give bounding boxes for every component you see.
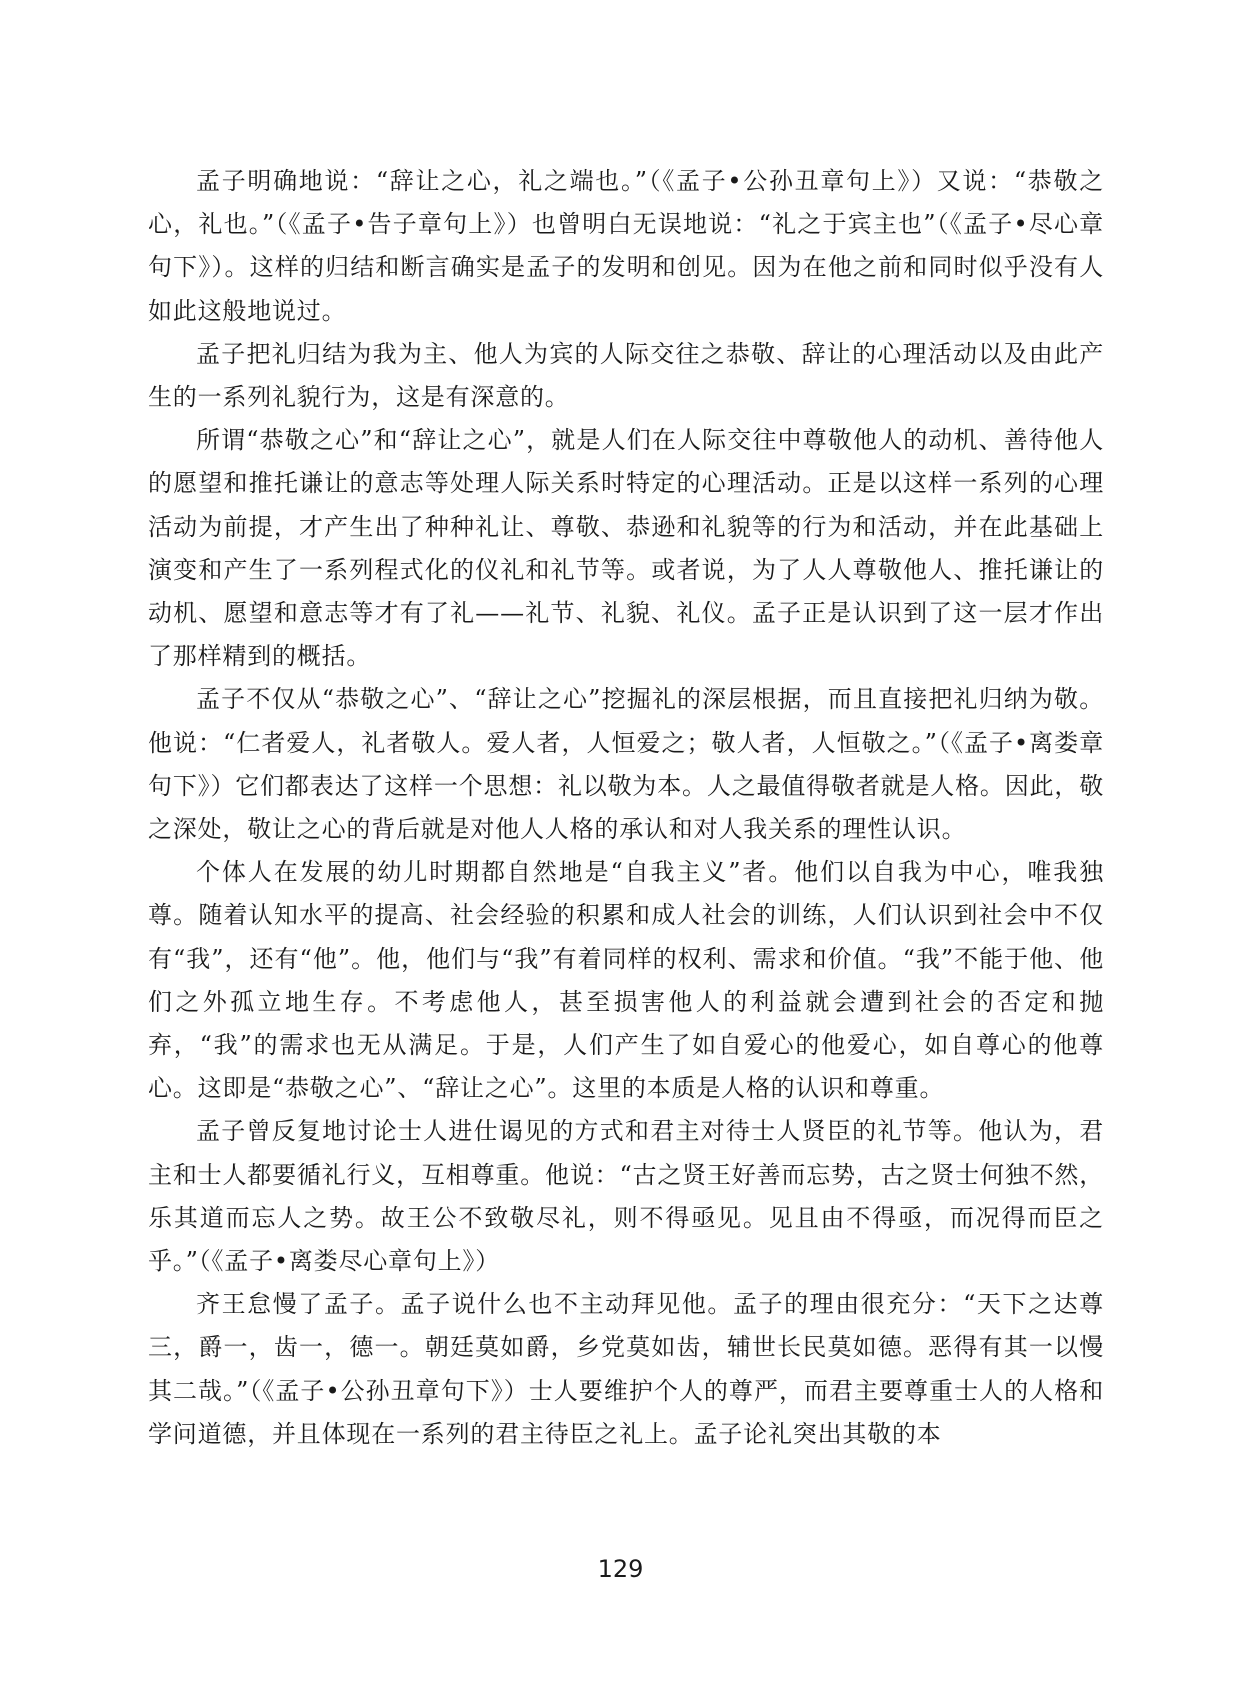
paragraph-4: 孟子不仅从“恭敬之心”、“辞让之心”挖掘礼的深层根据，而且直接把礼归纳为敬。他说：“仁者爱人，礼者敬人。爱人者，人恒爱之；敬人者，人恒敬之。”（《孟子•离娄章句下》）它们都表达了这样一个思想：礼以敬为本。人之最值得敬者就是人格。因此，敬之深处，敬让之心的背后就是对他人人格的承认和对人我关系的理性认识。 [148,685,1104,844]
paragraph-6: 孟子曾反复地讨论士人进仕谒见的方式和君主对待士人贤臣的礼节等。他认为，君主和士人都要循礼行义，互相尊重。他说：“古之贤王好善而忘势，古之贤士何独不然，乐其道而忘人之势。故王公不致敬尽礼，则不得亟见。见且由不得亟，而况得而臣之乎。”（《孟子•离娄尽心章句上》） [148,1117,1104,1276]
paragraph-1: 孟子明确地说：“辞让之心，礼之端也。”（《孟子•公孙丑章句上》）又说：“恭敬之心，礼也。”（《孟子•告子章句上》）也曾明白无误地说：“礼之于宾主也”（《孟子•尽心章句下》）。这样的归结和断言确实是孟子的发明和创见。因为在他之前和同时似乎没有人如此这般地说过。 [148,167,1104,325]
paragraph-2: 孟子把礼归结为我为主、他人为宾的人际交往之恭敬、辞让的心理活动以及由此产生的一系列礼貌行为，这是有深意的。 [148,339,1104,412]
paragraph-3: 所谓“恭敬之心”和“辞让之心”，就是人们在人际交往中尊敬他人的动机、善待他人的愿望和推托谦让的意志等处理人际关系时特定的心理活动。正是以这样一系列的心理活动为前提，才产生出了种种礼让、尊敬、恭逊和礼貌等的行为和活动，并在此基础上演变和产生了一系列程式化的仪礼和礼节等。或者说，为了人人尊敬他人、推托谦让的动机、愿望和意志等才有了礼——礼节、礼貌、礼仪。孟子正是认识到了这一层才作出了那样精到的概括。 [148,426,1104,671]
body-text [148,160,1104,1456]
paragraph-7: 齐王怠慢了孟子。孟子说什么也不主动拜见他。孟子的理由很充分：“天下之达尊三，爵一，齿一，德一。朝廷莫如爵，乡党莫如齿，辅世长民莫如德。恶得有其一以慢其二哉。”（《孟子•公孙丑章句下》）士人要维护个人的尊严，而君主要尊重士人的人格和学问道德，并且体现在一系列的君主待臣之礼上。孟子论礼突出其敬的本 [148,1290,1104,1448]
page-number: 129 [597,1555,644,1583]
paragraph-5: 个体人在发展的幼儿时期都自然地是“自我主义”者。他们以自我为中心，唯我独尊。随着认知水平的提高、社会经验的积累和成人社会的训练，人们认识到社会中不仅有“我”，还有“他”。他，他们与“我”有着同样的权利、需求和价值。“我”不能于他、他们之外孤立地生存。不考虑他人，甚至损害他人的利益就会遭到社会的否定和抛弃，“我”的需求也无从满足。于是，人们产生了如自爱心的他爱心，如自尊心的他尊心。这即是“恭敬之心”、“辞让之心”。这里的本质是人格的认识和尊重。 [148,858,1104,1103]
